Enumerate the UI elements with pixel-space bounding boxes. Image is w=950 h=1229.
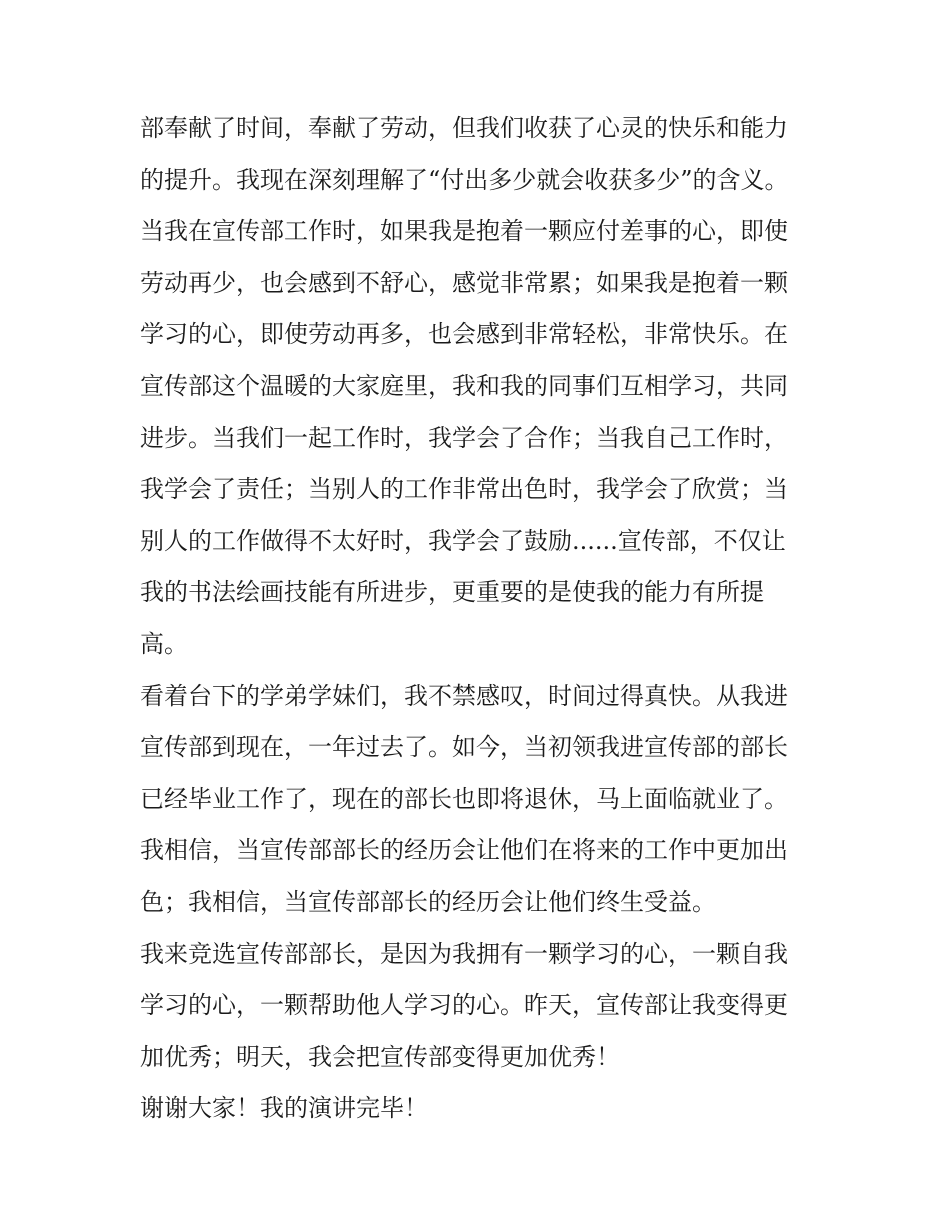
text-line-12: 看着台下的学弟学妹们，我不禁感叹，时间过得真快。从我进 bbox=[140, 681, 788, 710]
text-line-8: 我学会了责任；当别人的工作非常出色时，我学会了欣赏；当 bbox=[140, 475, 788, 504]
text-line-4: 劳动再少，也会感到不舒心，感觉非常累；如果我是抱着一颗 bbox=[140, 268, 788, 297]
text-line-16: 色；我相信，当宣传部部长的经历会让他们终生受益。 bbox=[140, 887, 716, 916]
text-line-13: 宣传部到现在，一年过去了。如今，当初领我进宣传部的部长 bbox=[140, 733, 788, 762]
text-line-10: 我的书法绘画技能有所进步，更重要的是使我的能力有所提 bbox=[140, 578, 764, 607]
text-line-2: 的提升。我现在深刻理解了“付出多少就会收获多少”的含义。 bbox=[140, 165, 789, 194]
text-line-1: 部奉献了时间，奉献了劳动，但我们收获了心灵的快乐和能力 bbox=[140, 114, 788, 142]
text-line-5: 学习的心，即使劳动再多，也会感到非常轻松，非常快乐。在 bbox=[140, 320, 788, 349]
text-line-17: 我来竞选宣传部部长，是因为我拥有一颗学习的心，一颗自我 bbox=[140, 939, 788, 968]
text-line-9: 别人的工作做得不太好时，我学会了鼓励......宣传部，不仅让 bbox=[140, 526, 786, 555]
text-line-20: 谢谢大家！我的演讲完毕！ bbox=[140, 1094, 428, 1123]
speech-text-body bbox=[140, 103, 820, 1135]
text-line-14: 已经毕业工作了，现在的部长也即将退休，马上面临就业了。 bbox=[140, 784, 788, 813]
text-line-6: 宣传部这个温暖的大家庭里，我和我的同事们互相学习，共同 bbox=[140, 371, 788, 400]
text-line-19: 加优秀；明天，我会把宣传部变得更加优秀！ bbox=[140, 1042, 620, 1071]
text-line-3: 当我在宣传部工作时，如果我是抱着一颗应付差事的心，即使 bbox=[140, 217, 788, 246]
text-line-7: 进步。当我们一起工作时，我学会了合作；当我自己工作时， bbox=[140, 423, 788, 452]
text-line-18: 学习的心，一颗帮助他人学习的心。昨天，宣传部让我变得更 bbox=[140, 991, 788, 1020]
text-line-11: 高。 bbox=[140, 629, 188, 658]
text-line-15: 我相信，当宣传部部长的经历会让他们在将来的工作中更加出 bbox=[140, 836, 788, 865]
